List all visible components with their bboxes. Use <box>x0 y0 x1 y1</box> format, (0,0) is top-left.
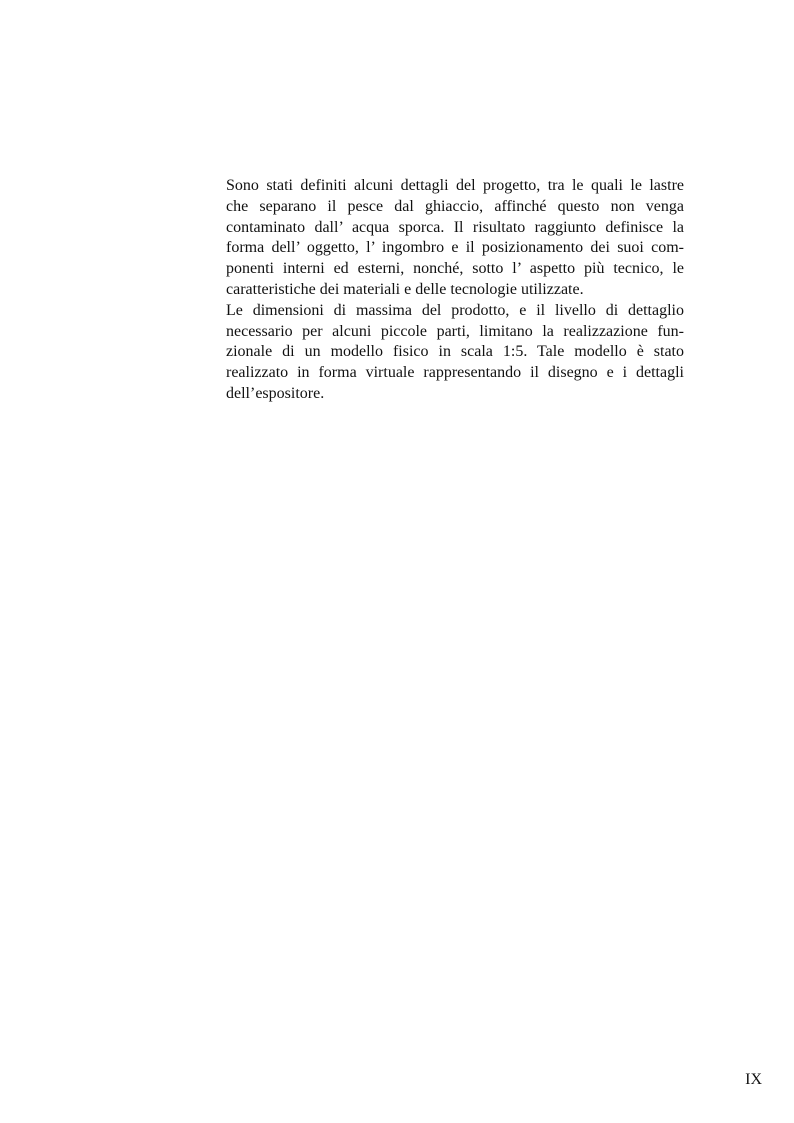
paragraph-2 <box>226 301 684 405</box>
paragraph-1 <box>226 176 684 301</box>
text-line: necessario per alcuni piccole parti, limitano la realizzazione fun- <box>226 322 684 340</box>
text-line: che separano il pesce dal ghiaccio, affinché questo non venga <box>226 197 684 215</box>
text-line: realizzato in forma virtuale rappresentando il disegno e i dettagli <box>226 364 684 382</box>
text-line: caratteristiche dei materiali e delle tecnologie utilizzate. <box>226 280 584 298</box>
text-line: ponenti interni ed esterni, nonché, sotto l’ aspetto più tecnico, le <box>226 260 684 278</box>
text-line: forma dell’ oggetto, l’ ingombro e il posizionamento dei suoi com- <box>226 239 684 257</box>
text-line: zionale di un modello fisico in scala 1:5. Tale modello è stato <box>226 343 684 361</box>
page-number: IX <box>745 1071 762 1088</box>
text-line: dell’espositore. <box>226 384 325 402</box>
text-line: contaminato dall’ acqua sporca. Il risultato raggiunto definisce la <box>226 218 684 236</box>
body-text <box>226 176 684 405</box>
text-line: Le dimensioni di massima del prodotto, e il livello di dettaglio <box>226 301 684 319</box>
text-line: Sono stati definiti alcuni dettagli del progetto, tra le quali le lastre <box>226 177 684 194</box>
